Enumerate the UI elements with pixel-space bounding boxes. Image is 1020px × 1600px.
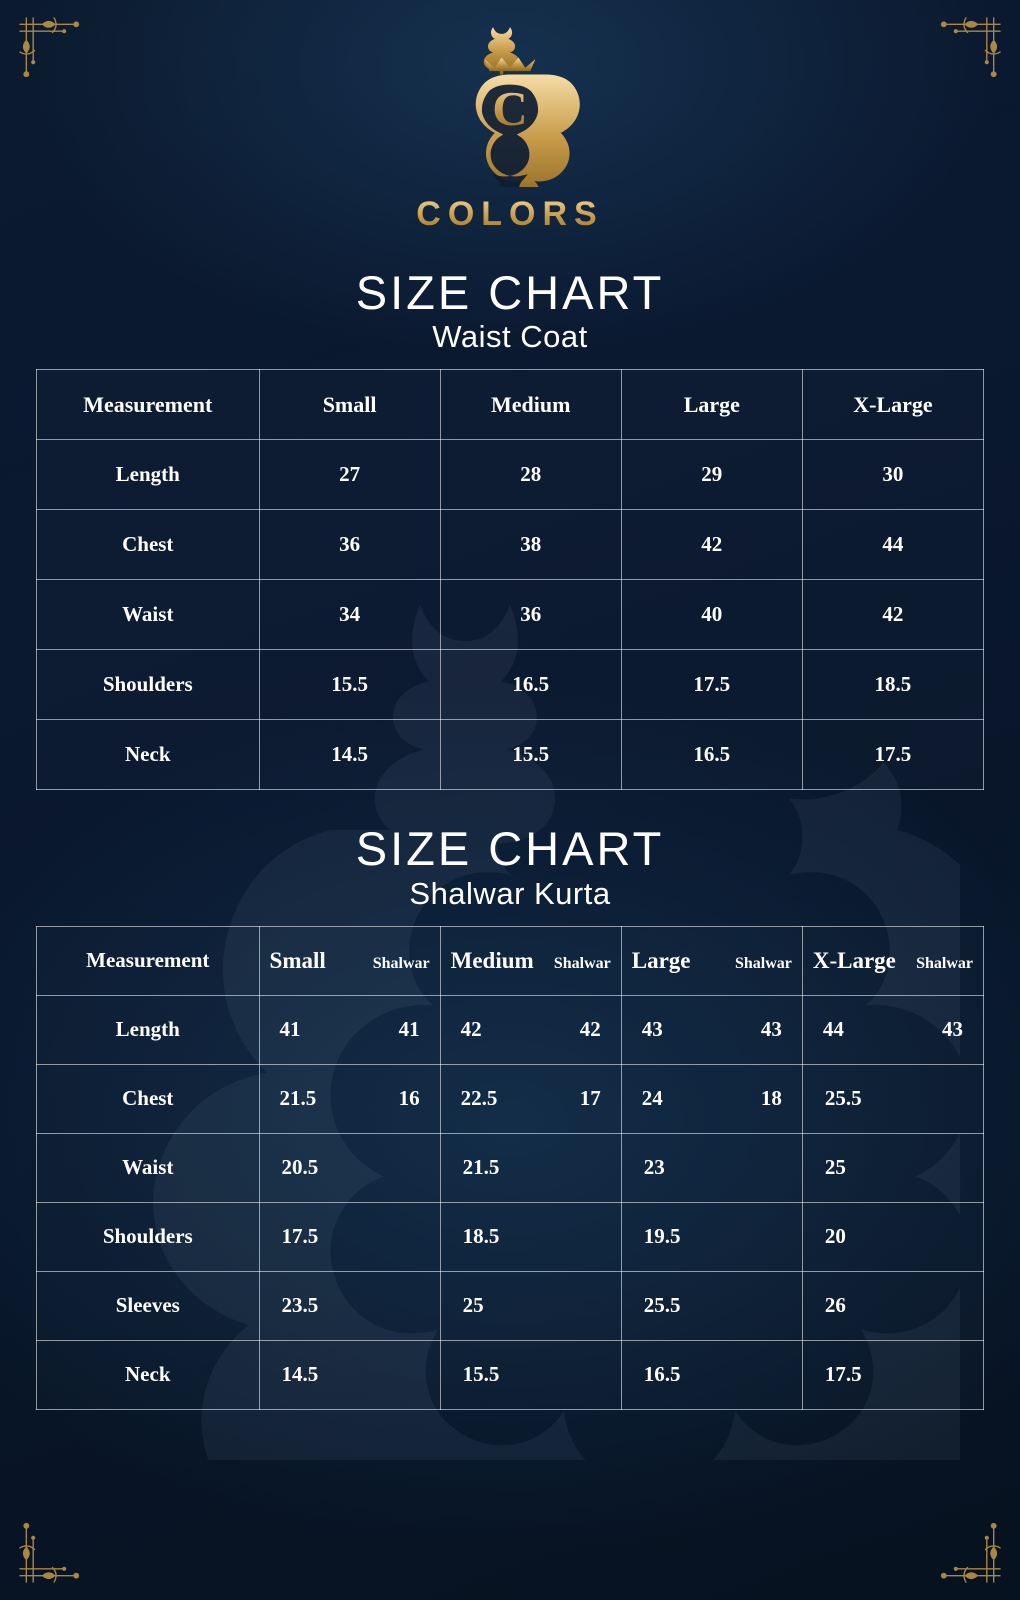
cell-value — [440, 995, 621, 1064]
table-row — [37, 510, 984, 580]
cell-value: 36 — [259, 510, 440, 580]
row-label: Chest — [37, 1064, 260, 1133]
column-header-xlarge — [802, 926, 983, 995]
brand-name: COLORS — [36, 195, 984, 234]
kurta-value: 24 — [641, 1086, 663, 1111]
cell-value: 20.5 — [259, 1133, 440, 1202]
column-header-medium — [440, 926, 621, 995]
shalwarkurta-size-table — [36, 926, 984, 1410]
filigree-corner-ornament-icon — [16, 1500, 102, 1586]
column-header-small: Small — [259, 370, 440, 440]
cell-value: 40 — [621, 580, 802, 650]
cell-value: 17.5 — [259, 1202, 440, 1271]
cell-value — [621, 995, 802, 1064]
cell-value: 30 — [802, 440, 983, 510]
cell-value: 19.5 — [621, 1202, 802, 1271]
kurta-value: 41 — [279, 1017, 301, 1042]
column-header-small — [259, 926, 440, 995]
column-header-xlarge: X-Large — [802, 370, 983, 440]
column-header-measurement: Measurement — [37, 370, 260, 440]
table-row — [37, 1340, 984, 1409]
cell-value: 17.5 — [621, 650, 802, 720]
cell-value: 15.5 — [440, 720, 621, 790]
cell-value: 20 — [802, 1202, 983, 1271]
section-subtitle: Shalwar Kurta — [409, 875, 611, 911]
waistcoat-size-table — [36, 369, 984, 790]
header-shalwar-label: Shalwar — [553, 954, 611, 972]
table-header-row — [37, 926, 984, 995]
table-row — [37, 1202, 984, 1271]
header-size-label: Small — [269, 947, 326, 973]
row-label: Shoulders — [37, 650, 260, 720]
table-row — [37, 1133, 984, 1202]
kurta-value: 42 — [460, 1017, 482, 1042]
cell-value: 17.5 — [802, 720, 983, 790]
cell-value: 28 — [440, 440, 621, 510]
brand-header — [36, 0, 984, 234]
kurta-value: 21.5 — [279, 1086, 317, 1111]
row-label: Neck — [37, 1340, 260, 1409]
crown-crest-c-monogram-icon — [36, 22, 984, 187]
cell-value: 16.5 — [621, 1340, 802, 1409]
row-label: Chest — [37, 510, 260, 580]
cell-value — [259, 1064, 440, 1133]
table-row — [37, 580, 984, 650]
cell-value: 16.5 — [621, 720, 802, 790]
cell-value — [440, 1064, 621, 1133]
cell-value: 34 — [259, 580, 440, 650]
column-header-large — [621, 926, 802, 995]
shalwar-value: 43 — [942, 1017, 963, 1042]
row-label: Sleeves — [37, 1271, 260, 1340]
section-subtitle: Waist Coat — [432, 319, 588, 355]
table-row — [37, 650, 984, 720]
cell-value: 42 — [802, 580, 983, 650]
shalwar-value: 17 — [579, 1086, 601, 1111]
cell-value: 17.5 — [802, 1340, 983, 1409]
cell-value: 23.5 — [259, 1271, 440, 1340]
cell-value: 25.5 — [621, 1271, 802, 1340]
table-header-row — [37, 370, 984, 440]
cell-value: 15.5 — [259, 650, 440, 720]
row-label: Shoulders — [37, 1202, 260, 1271]
cell-value: 25.5 — [802, 1064, 983, 1133]
cell-value: 38 — [440, 510, 621, 580]
header-shalwar-label: Shalwar — [916, 954, 973, 972]
column-header-large: Large — [621, 370, 802, 440]
row-label: Length — [37, 440, 260, 510]
header-size-label: Large — [631, 947, 691, 973]
cell-value: 36 — [440, 580, 621, 650]
column-header-medium: Medium — [440, 370, 621, 440]
row-label: Waist — [37, 1133, 260, 1202]
shalwar-value: 43 — [760, 1017, 782, 1042]
cell-value: 25 — [440, 1271, 621, 1340]
header-shalwar-label: Shalwar — [372, 954, 430, 972]
row-label: Neck — [37, 720, 260, 790]
cell-value: 18.5 — [802, 650, 983, 720]
cell-value: 27 — [259, 440, 440, 510]
cell-value: 14.5 — [259, 1340, 440, 1409]
header-size-label: Medium — [450, 947, 534, 973]
kurta-value: 22.5 — [460, 1086, 498, 1111]
section-title: SIZE CHART — [355, 822, 665, 876]
cell-value: 21.5 — [440, 1133, 621, 1202]
cell-value — [259, 995, 440, 1064]
shalwar-value: 16 — [398, 1086, 420, 1111]
table-row — [37, 995, 984, 1064]
table-row — [37, 1064, 984, 1133]
kurta-value: 43 — [641, 1017, 663, 1042]
cell-value: 14.5 — [259, 720, 440, 790]
row-label: Length — [37, 995, 260, 1064]
cell-value: 44 — [802, 510, 983, 580]
cell-value: 26 — [802, 1271, 983, 1340]
svg-text:C: C — [492, 81, 528, 137]
shalwar-value: 41 — [398, 1017, 420, 1042]
section-heading-shalwarkurta — [36, 824, 984, 911]
header-shalwar-label: Shalwar — [734, 954, 792, 972]
cell-value — [802, 995, 983, 1064]
shalwar-value: 18 — [760, 1086, 782, 1111]
cell-value: 29 — [621, 440, 802, 510]
header-size-label: X-Large — [812, 947, 896, 973]
section-heading-waistcoat — [36, 268, 984, 355]
table-row — [37, 1271, 984, 1340]
cell-value: 16.5 — [440, 650, 621, 720]
table-row — [37, 720, 984, 790]
cell-value — [621, 1064, 802, 1133]
cell-value: 18.5 — [440, 1202, 621, 1271]
row-label: Waist — [37, 580, 260, 650]
cell-value: 25 — [802, 1133, 983, 1202]
column-header-measurement: Measurement — [37, 926, 260, 995]
cell-value: 23 — [621, 1133, 802, 1202]
kurta-value: 44 — [822, 1017, 844, 1042]
shalwar-value: 42 — [579, 1017, 601, 1042]
section-title: SIZE CHART — [355, 266, 665, 319]
table-row — [37, 440, 984, 510]
filigree-corner-ornament-icon — [918, 1500, 1004, 1586]
cell-value: 15.5 — [440, 1340, 621, 1409]
cell-value: 42 — [621, 510, 802, 580]
